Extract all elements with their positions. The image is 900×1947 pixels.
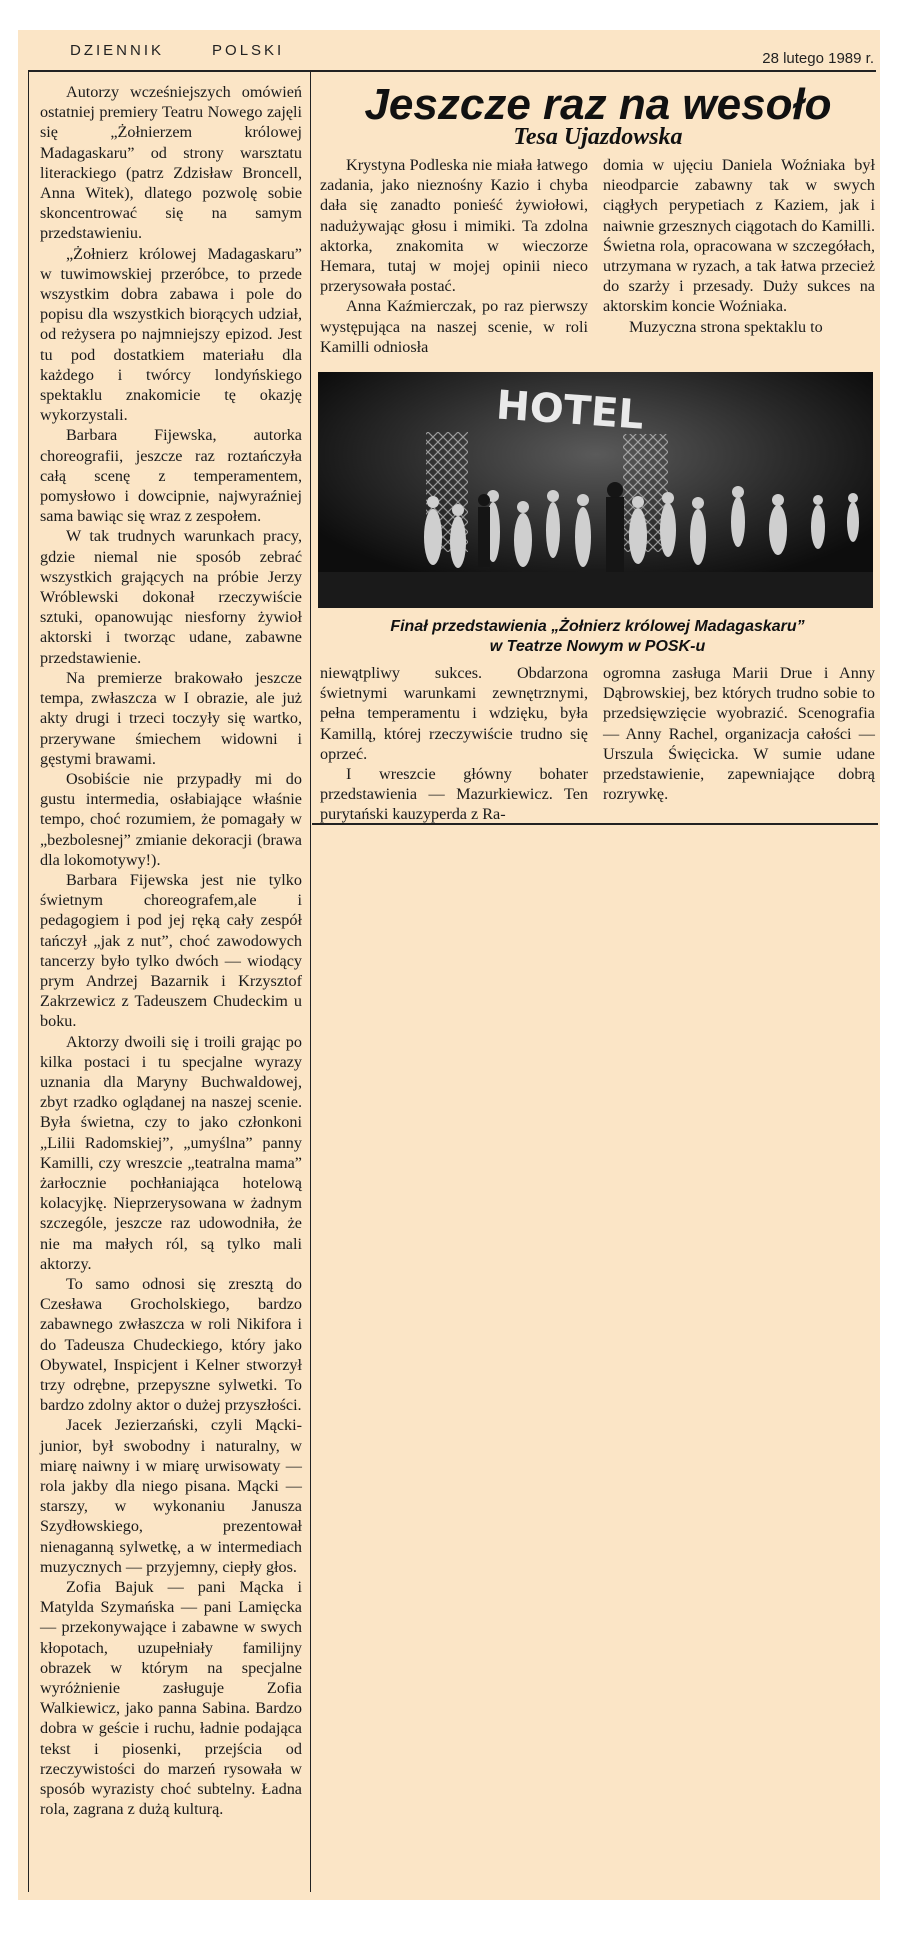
column-divider bbox=[310, 72, 311, 1892]
left-margin-rule bbox=[28, 72, 29, 1892]
issue-date: 28 lutego 1989 r. bbox=[762, 50, 874, 67]
middle-column-top bbox=[320, 155, 588, 357]
top-rule bbox=[28, 70, 876, 72]
masthead bbox=[70, 42, 332, 59]
photo-caption bbox=[320, 617, 875, 657]
paragraph: Jacek Jezierzański, czyli Mącki-junior, był swobodny i naturalny, w miarę naiwny i w miarę urwisowaty — rola jakby dla niego pisana. Mącki — starszy, w wykonaniu Janusza Szydłowskiego, prezentował nienaganną sylwetkę, a w intermediach muzycznych — przyjemny, ciepły głos. bbox=[40, 1416, 302, 1576]
left-column bbox=[40, 82, 302, 1819]
paragraph: Krystyna Podleska nie miała łatwego zadania, jako nieznośny Kazio i chyba dała się zanadto ponieść żywiołowi, nadużywając głosu i mimiki. Ta zdolna aktorka, znakomita w wieczorze Hemara, tutaj w mojej opinii nieco przerysowała postać. bbox=[320, 156, 588, 296]
paragraph: Anna Kaźmierczak, po raz pierwszy występująca na naszej scenie, w roli Kamilli odniosła bbox=[320, 297, 588, 356]
masthead-word-2: POLSKI bbox=[212, 42, 285, 59]
caption-line-1: Finał przedstawienia „Żołnierz królowej Madagaskaru” bbox=[390, 618, 805, 635]
paragraph: I wreszcie główny bohater przedstawienia — Mazurkiewicz. Ten purytański kauzyperda z Ra- bbox=[320, 765, 588, 824]
paragraph: Autorzy wcześniejszych omówień ostatniej premiery Teatru Nowego zajęli się „Żołnierzem królowej Madagaskaru” od strony warsztatu literackiego (patrz Zdzisław Broncell, Anna Witek), dlatego pozwolę sobie skoncentrować się na samym przedstawieniu. bbox=[40, 83, 302, 243]
paragraph: Na premierze brakowało jeszcze tempa, zwłaszcza w I obrazie, ale już akty drugi i trzeci toczyły się wartko, przerywane śmiechem widowni i gęstymi brawami. bbox=[40, 668, 302, 768]
paragraph: Aktorzy dwoili się i troili grając po kilka postaci i tu specjalne wyrazy uznania dla Maryny Buchwaldowej, zbyt rzadko oglądanej na naszej scenie. Była świetna, czy to jako członkoni „Lilii Radomskiej”, „umyślna” panny Kamilli, czy wreszcie „teatralna mama” żarłocznie pochłaniająca hotelową kolacyjkę. Nieprzerysowana w żadnym szczególe, jeszcze raz udowodniła, że nie ma małych ról, są tylko mali aktorzy. bbox=[40, 1032, 302, 1273]
right-column-top bbox=[603, 155, 875, 337]
paragraph: niewątpliwy sukces. Obdarzona świetnymi warunkami zewnętrznymi, pełna temperamentu i wdzięku, była Kamillą, której rzeczywiście trudno się oprzeć. bbox=[320, 664, 588, 763]
paragraph: Barbara Fijewska, autorka choreografii, jeszcze raz roztańczyła całą scenę z temperamentem, pomysłowo i dowcipnie, najwyraźniej sama bawiąc się wraz z zespołem. bbox=[40, 426, 302, 526]
paragraph: ogromna zasługa Marii Drue i Anny Dąbrowskiej, bez których trudno sobie to przedsięwzięcie wyobrazić. Scenografia — Anny Rachel, organizacja całości — Urszula Święcicka. W sumie udane przedstawienie, zapewniające dobrą rozrywkę. bbox=[603, 664, 875, 804]
paragraph: Zofia Bajuk — pani Mącka i Matylda Szymańska — pani Lamięcka — przekonywające i zabawne w swych kłopotach, uzupełniały familijny obrazek w którym na specjalne wyróżnienie zasługuje Zofia Walkiewicz, jako panna Sabina. Bardzo dobra w geście i ruchu, ładnie podająca tekst i piosenki, przejścia od rzeczywistości do marzeń rysowała w sposób wyrazisty choć subtelny. Ładna rola, zagrana z dużą kulturą. bbox=[40, 1578, 302, 1819]
paragraph: domia w ujęciu Daniela Woźniaka był nieodparcie zabawny tak w swych ciągłych perypetiach z Kaziem, jak i naiwnie grzesznych ciągotach do Kamilli. Świetna rola, opracowana w szczegółach, utrzymana w ryzach, a tak łatwa przecież do szarży i przesady. Duży sukces na aktorskim koncie Woźniaka. bbox=[603, 156, 875, 316]
paragraph: To samo odnosi się zresztą do Czesława Grocholskiego, bardzo zabawnego zwłaszcza w roli Nikifora i do Tadeusza Chudeckiego, który jako Obywatel, Inspicjent i Kelner stworzył trzy odrębne, przepyszne sylwetki. To bardzo zdolny aktor o dużej przyszłości. bbox=[40, 1274, 302, 1415]
byline: Tesa Ujazdowska bbox=[513, 124, 683, 150]
hotel-sign: HOTEL bbox=[494, 382, 646, 439]
paragraph: Barbara Fijewska jest nie tylko świetnym choreografem,ale i pedagogiem i pod jej ręką cały zespół tańczył „jak z nut”, choć zawodowych tancerzy było tylko dwóch — wiodący prym Andrzej Bazarnik i Krzysztof Zakrzewicz z Tadeuszem Chudeckim u boku. bbox=[40, 870, 302, 1031]
stage-photo bbox=[318, 372, 873, 608]
headline: Jeszcze raz na wesoło bbox=[364, 80, 832, 129]
paragraph: Muzyczna strona spektaklu to bbox=[629, 317, 823, 336]
paragraph: Osobiście nie przypadły mi do gustu intermedia, osłabiające właśnie tempo, choć rozumiem, że pomagały w „bezbolesnej” zmianie dekoracji (brawa dla lokomotywy!). bbox=[40, 769, 302, 869]
paragraph: W tak trudnych warunkach pracy, gdzie niemal nie sposób zebrać wszystkich grających na próbie Jerzy Wróblewski dokonał rzeczywiście sztuki, opanowując niesforny żywioł aktorski i tworząc udane, zabawne przedstawienie. bbox=[40, 527, 302, 667]
middle-column-bottom bbox=[320, 663, 588, 825]
right-column-bottom bbox=[603, 663, 875, 804]
paragraph: „Żołnierz królowej Madagaskaru” w tuwimowskiej przeróbce, to przede wszystkim dobra zabawa i pole do popisu dla wszystkich biorących udział, od reżysera po najmniejszy epizod. Jest tu pod dostatkiem materiału dla każdego i twórcy londyńskiego spektaklu znakomicie tę okazję wykorzystali. bbox=[40, 244, 302, 425]
caption-line-2: w Teatrze Nowym w POSK-u bbox=[489, 638, 706, 655]
masthead-word-1: DZIENNIK bbox=[70, 42, 165, 59]
